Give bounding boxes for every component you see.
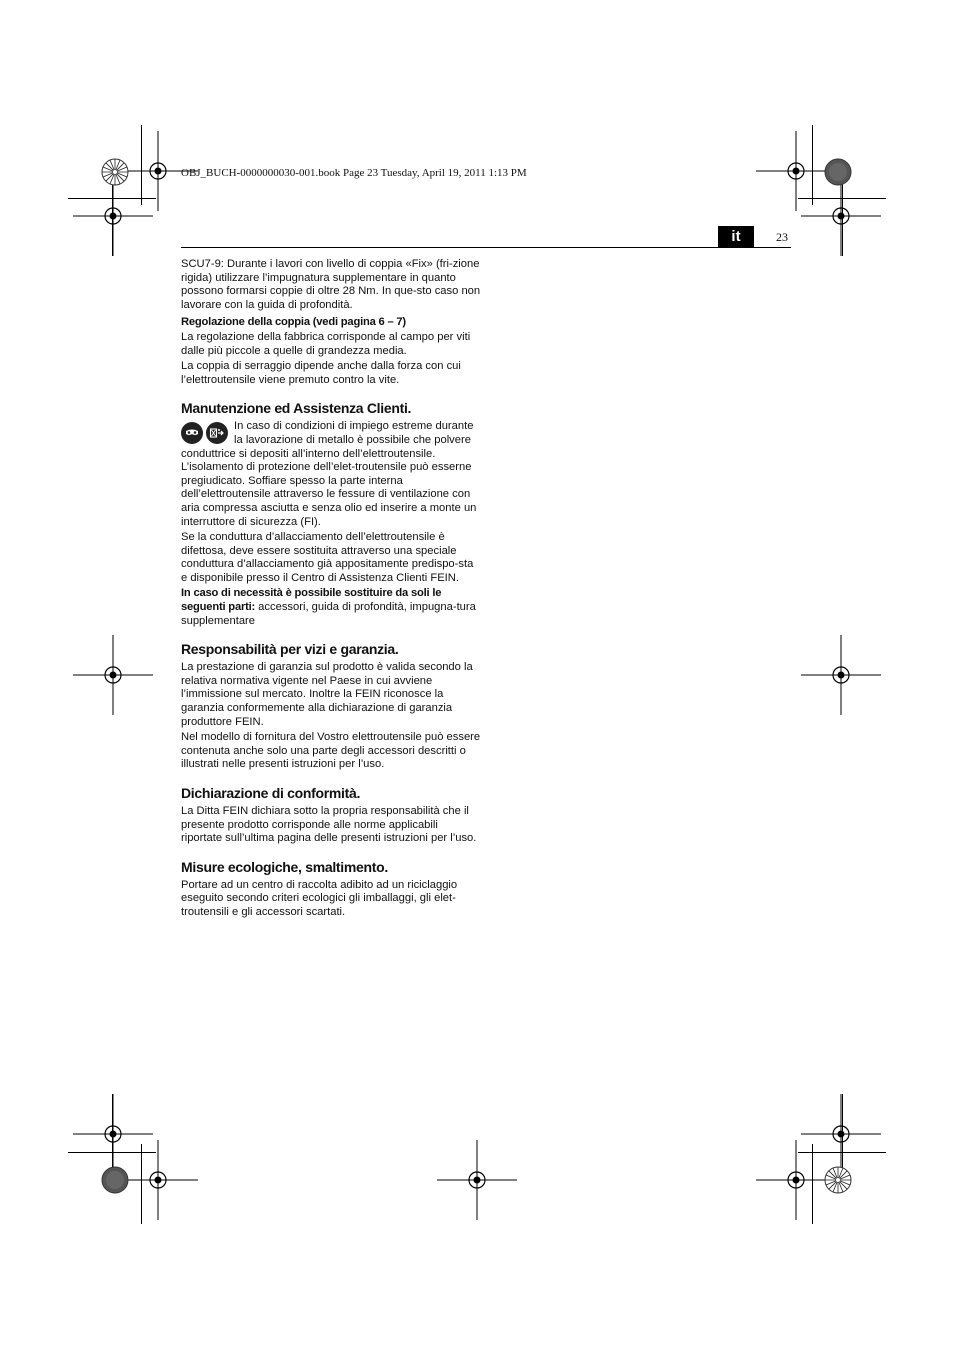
subheading-torque: Regolazione della coppia (vedi pagina 6 – 7): [181, 316, 406, 329]
paragraph-scu-note: SCU7-9: Durante i lavori con livello di coppia «Fix» (fri-zione rigida) utilizzare l’impugnatura supplementare in quanto possono formarsi coppie di oltre 28 Nm. In que-sto caso non lavorare con la guida di profondità.: [181, 258, 481, 311]
replaceable-parts-list: accessori, guida di profondità, impugna-tura supplementare: [181, 601, 476, 627]
paragraph-torque-2: La coppia di serraggio dipende anche dalla forza con cui l’elettroutensile viene premuto contro la vite.: [181, 360, 461, 386]
starburst-target-icon: [824, 1166, 852, 1194]
paragraph-conformity: La Ditta FEIN dichiara sotto la propria responsabilità che il presente prodotto corrisponde alle norme applicabili riportate sull’ultima pagina delle presenti istruzioni per l’uso.: [181, 805, 477, 845]
paragraph-maintenance-1: In caso di condizioni di impiego estreme durante la lavorazione di metallo è possibile che polvere conduttrice si depositi all’interno dell’elettroutensile. L’isolamento di protezione dell’elet-troutensile può esserne pregiudicato. Soffiare spesso la parte interna dell’elettroutensile attraverso le fessure di ventilazione con aria compressa asciutta e senza olio ed inserire a monte un interruttore di sicurezza (FI).: [181, 420, 477, 528]
paragraph-torque-1: La regolazione della fabbrica corrisponde al campo per viti dalle più piccole a quelle di grandezza media.: [181, 330, 471, 357]
registration-mark-icon: [801, 635, 881, 715]
registration-mark-icon: [73, 176, 153, 256]
paragraph-warranty-1: La prestazione di garanzia sul prodotto è valida secondo la relativa normativa vigente nel Paese in cui avviene l’immissione sul mercato. Inoltre la FEIN riconosce la garanzia conformemente alla dichiarazione di garanzia produttore FEIN.: [181, 661, 473, 728]
paragraph-warranty-2: Nel modello di fornitura del Vostro elettroutensile può essere contenuta anche solo una parte degli accessori descritti o illustrati nelle presenti istruzioni per l’uso.: [181, 731, 481, 771]
paragraph-ecology: Portare ad un centro di raccolta adibito ad un riciclaggio eseguito secondo criteri ecologici gli imballaggi, gli elet-troutensili e gli accessori scartati.: [181, 878, 458, 918]
registration-mark-icon: [118, 1140, 198, 1220]
starburst-target-icon: [101, 158, 129, 186]
paragraph-replaceable-parts: [181, 587, 481, 628]
goggles-icon: [181, 422, 203, 444]
text-column: [181, 258, 481, 922]
gray-swatch-icon: [824, 158, 852, 186]
heading-ecology: Misure ecologiche, smaltimento.: [181, 858, 388, 875]
registration-mark-icon: [73, 635, 153, 715]
gray-swatch-icon: [101, 1166, 129, 1194]
heading-conformity: Dichiarazione di conformità.: [181, 785, 361, 801]
registration-mark-icon: [801, 176, 881, 256]
replaceable-parts-lead: In caso di necessità è possibile sostituire da soli le seguenti parti:: [181, 587, 442, 614]
page-number: 23: [776, 230, 788, 244]
heading-maintenance: Manutenzione ed Assistenza Clienti.: [181, 400, 412, 417]
paragraph-maintenance-2: Se la conduttura d’allacciamento dell’elettroutensile è difettosa, deve essere sostituita attraverso una speciale conduttura d’allacciamento già appositamente predispo-sta e disponibile presso il Centro di Assistenza Clienti FEIN.: [181, 531, 474, 584]
dust-extraction-icon: [206, 422, 228, 444]
header-rule: [181, 247, 791, 248]
language-badge: it: [718, 226, 754, 247]
maintenance-icons: [181, 422, 228, 444]
book-slug: OBJ_BUCH-0000000030-001.book Page 23 Tuesday, April 19, 2011 1:13 PM: [181, 167, 527, 179]
registration-mark-icon: [437, 1140, 517, 1220]
heading-warranty: Responsabilità per vizi e garanzia.: [181, 641, 399, 658]
